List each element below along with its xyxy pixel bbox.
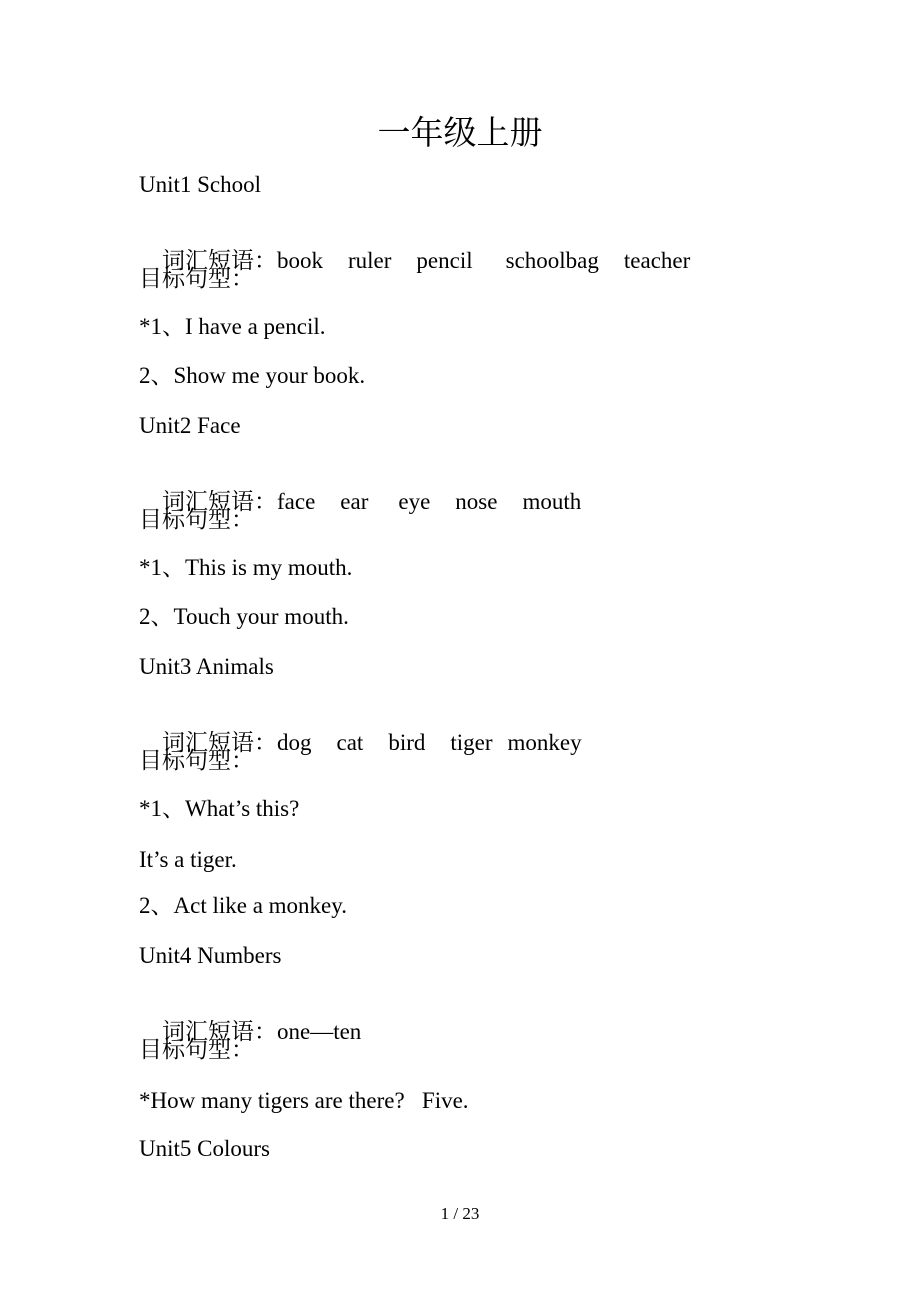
vocab-word: schoolbag xyxy=(505,248,599,273)
vocab-word: tiger xyxy=(450,730,493,755)
unit-heading: Unit2 Face xyxy=(139,413,241,438)
pattern-label: 目标句型： xyxy=(139,748,254,773)
sentence: 2、Touch your mouth. xyxy=(139,604,349,629)
unit-heading: Unit5 Colours xyxy=(139,1136,270,1161)
vocab-word: book xyxy=(277,248,323,273)
vocab-word: mouth xyxy=(522,489,582,514)
vocab-word: ruler xyxy=(348,248,392,273)
page-title: 一年级上册 xyxy=(377,116,543,152)
vocab-word: bird xyxy=(388,730,426,755)
pattern-label: 目标句型： xyxy=(139,507,254,532)
vocab-word: monkey xyxy=(507,730,582,755)
vocab-label: 词汇短语： xyxy=(162,489,277,514)
sentence: *1、What’s this? xyxy=(139,796,300,821)
sentence: *How many tigers are there? Five. xyxy=(139,1088,469,1113)
vocab-label: 词汇短语： xyxy=(162,1019,277,1044)
unit-heading: Unit1 School xyxy=(139,172,262,197)
sentence: 2、Show me your book. xyxy=(139,363,366,388)
sentence: *1、I have a pencil. xyxy=(139,314,326,339)
vocab-word: cat xyxy=(336,730,364,755)
unit-heading: Unit3 Animals xyxy=(139,654,274,679)
pattern-label: 目标句型： xyxy=(139,1037,254,1062)
pattern-label: 目标句型： xyxy=(139,266,254,291)
vocab-word: eye xyxy=(398,489,431,514)
vocab-label: 词汇短语： xyxy=(162,248,277,273)
vocab-word: face xyxy=(277,489,316,514)
sentence: *1、This is my mouth. xyxy=(139,555,353,580)
vocab-word: dog xyxy=(277,730,312,755)
vocab-word: nose xyxy=(455,489,498,514)
vocab-word: teacher xyxy=(623,248,691,273)
vocab-word: ear xyxy=(340,489,369,514)
vocab-label: 词汇短语： xyxy=(162,730,277,755)
vocab-word: pencil xyxy=(416,248,473,273)
sentence: 2、Act like a monkey. xyxy=(139,893,348,918)
unit-heading: Unit4 Numbers xyxy=(139,943,282,968)
sentence: It’s a tiger. xyxy=(139,847,237,872)
page-number: 1 / 23 xyxy=(440,1204,480,1223)
vocab-word: one—ten xyxy=(277,1019,362,1044)
